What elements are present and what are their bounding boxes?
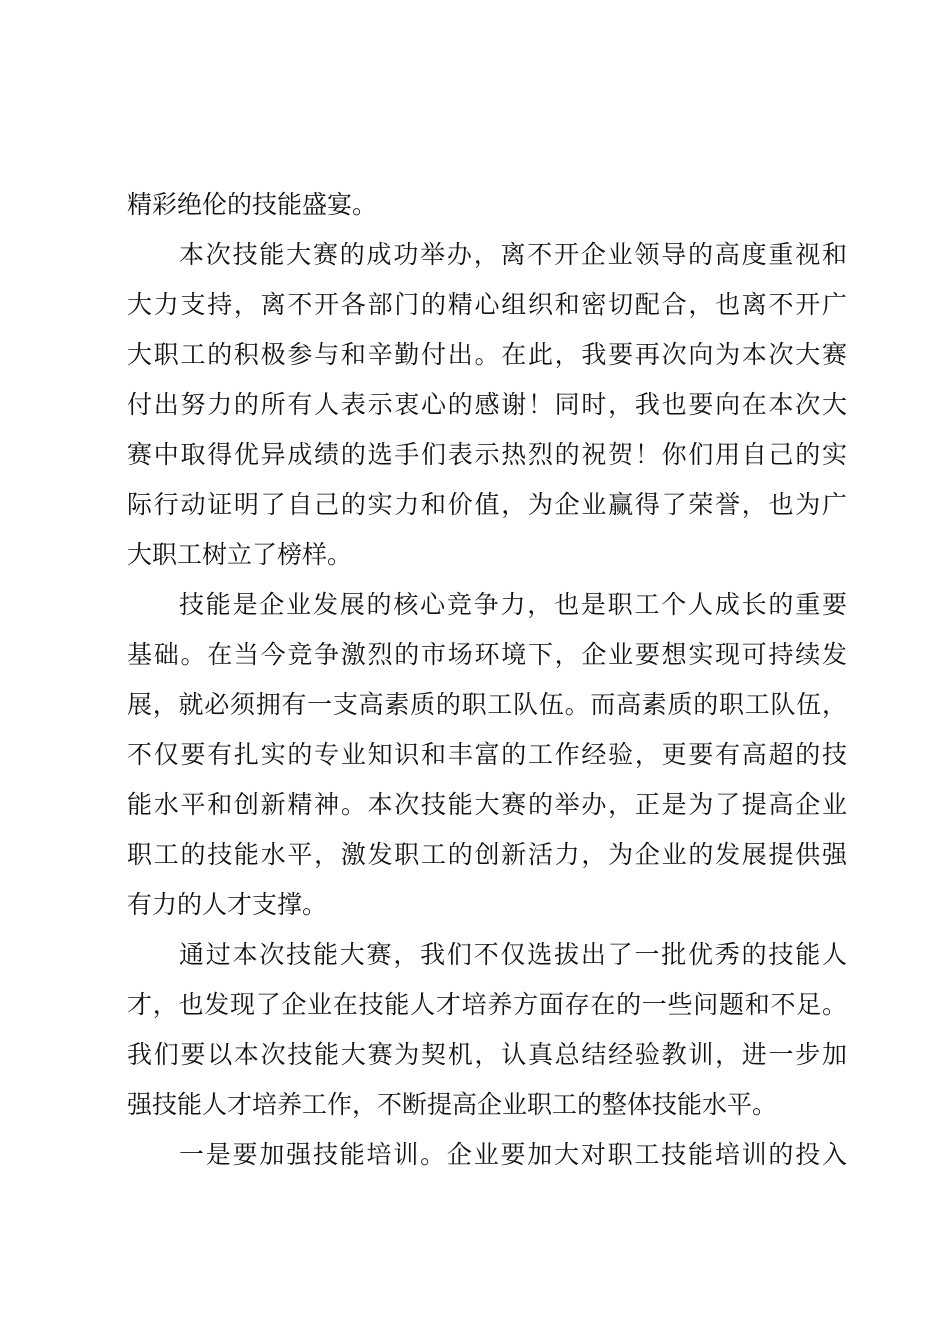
text-line: 有力的人才支撑。 — [127, 890, 328, 919]
text-line: 大力支持，离不开各部门的精心组织和密切配合，也离不开广 — [127, 290, 847, 319]
paragraph-first-line: 技能是企业发展的核心竞争力，也是职工个人成长的重要 — [179, 590, 847, 619]
paragraph-first-line: 一是要加强技能培训。企业要加大对职工技能培训的投入 — [179, 1140, 847, 1169]
text-line: 赛中取得优异成绩的选手们表示热烈的祝贺！你们用自己的实 — [127, 440, 847, 469]
text-line: 精彩绝伦的技能盛宴。 — [127, 190, 378, 219]
paragraph-first-line: 本次技能大赛的成功举办，离不开企业领导的高度重视和 — [179, 240, 847, 269]
text-line: 才，也发现了企业在技能人才培养方面存在的一些问题和不足。 — [127, 990, 847, 1019]
text-line: 不仅要有扎实的专业知识和丰富的工作经验，更要有高超的技 — [127, 740, 847, 769]
paragraph-first-line: 通过本次技能大赛，我们不仅选拔出了一批优秀的技能人 — [179, 940, 847, 969]
text-line: 我们要以本次技能大赛为契机，认真总结经验教训，进一步加 — [127, 1040, 847, 1069]
text-line: 展，就必须拥有一支高素质的职工队伍。而高素质的职工队伍， — [127, 690, 847, 719]
text-line: 强技能人才培养工作，不断提高企业职工的整体技能水平。 — [127, 1090, 778, 1119]
text-line: 能水平和创新精神。本次技能大赛的举办，正是为了提高企业 — [127, 790, 847, 819]
text-line: 大职工树立了榜样。 — [127, 540, 353, 569]
text-line: 职工的技能水平，激发职工的创新活力，为企业的发展提供强 — [127, 840, 847, 869]
text-line: 基础。在当今竞争激烈的市场环境下，企业要想实现可持续发 — [127, 640, 847, 669]
text-line: 际行动证明了自己的实力和价值，为企业赢得了荣誉，也为广 — [127, 490, 847, 519]
text-line: 付出努力的所有人表示衷心的感谢！同时，我也要向在本次大 — [127, 390, 847, 419]
text-line: 大职工的积极参与和辛勤付出。在此，我要再次向为本次大赛 — [127, 340, 847, 369]
